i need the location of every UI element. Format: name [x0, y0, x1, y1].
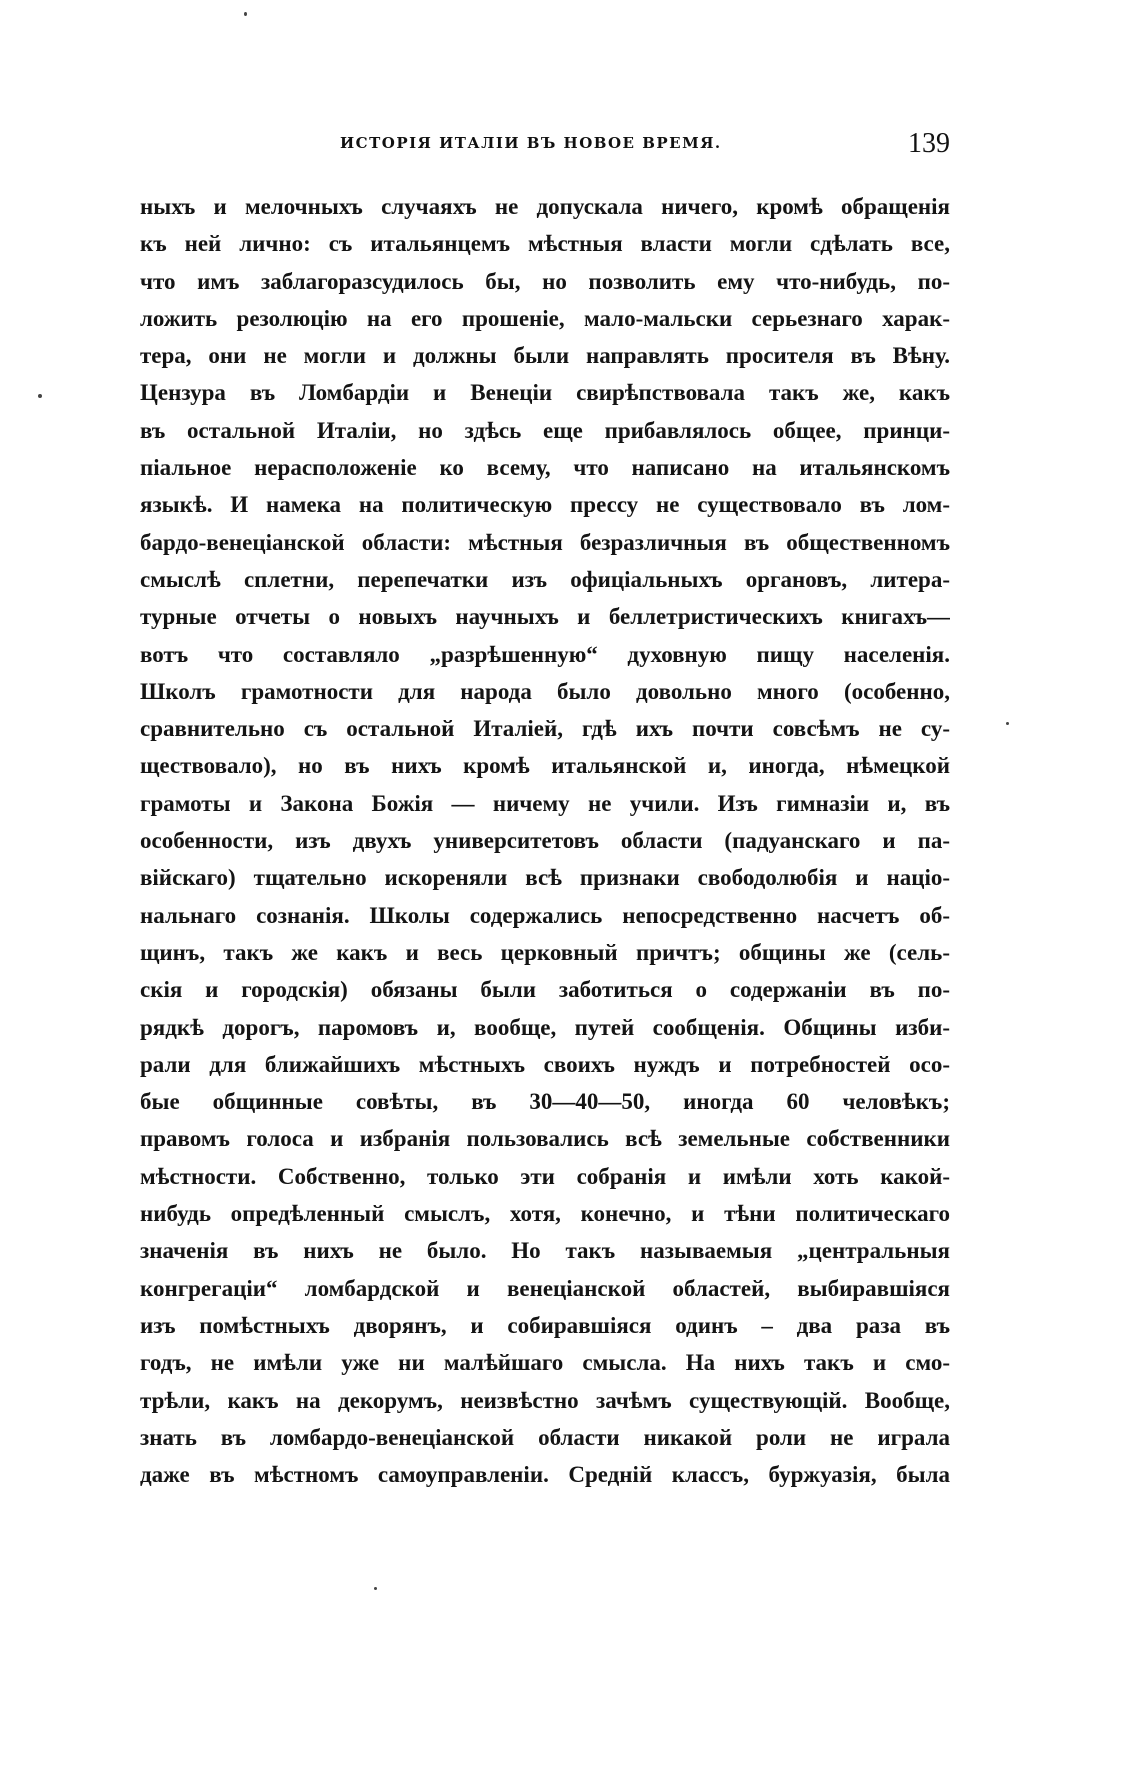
- text-line: сравнительно съ остальной Италіей, гдѣ ихъ почти совсѣмъ не су-: [140, 716, 950, 742]
- text-line: рядкѣ дорогъ, паромовъ и, вообще, путей сообщенія. Общины изби-: [140, 1014, 950, 1040]
- text-line: грамоты и Закона Божія — ничему не учили. Изъ гимназіи и, въ: [140, 790, 950, 816]
- text-line: тера, они не могли и должны были направлять просителя въ Вѣну.: [140, 343, 950, 369]
- text-line: Цензура въ Ломбардіи и Венеціи свирѣпствовала такъ же, какъ: [140, 380, 950, 406]
- text-line: скія и городскія) обязаны были заботиться о содержаніи въ по-: [140, 977, 950, 1003]
- text-line: значенія въ нихъ не было. Но такъ называемыя „центральныя: [140, 1238, 950, 1264]
- text-line: Школъ грамотности для народа было довольно много (особенно,: [140, 678, 950, 704]
- text-line: мѣстности. Собственно, только эти собранія и имѣли хоть какой-: [140, 1163, 950, 1189]
- text-line: піальное нерасположеніе ко всему, что написано на итальянскомъ: [140, 455, 950, 481]
- text-line: нальнаго сознанія. Школы содержались непосредственно насчетъ об-: [140, 902, 950, 928]
- text-line: къ ней лично: съ итальянцемъ мѣстныя власти могли сдѣлать все,: [140, 231, 950, 257]
- text-line: особенности, изъ двухъ университетовъ области (падуанскаго и па-: [140, 828, 950, 854]
- text-line: языкѣ. И намека на политическую прессу не существовало въ лом-: [140, 492, 950, 518]
- text-line: знать въ ломбардо-венеціанской области никакой роли не играла: [140, 1424, 950, 1450]
- text-line: війскаго) тщательно искореняли всѣ признаки свободолюбія и націо-: [140, 865, 950, 891]
- text-line: щинъ, такъ же какъ и весь церковный причтъ; общины же (сель-: [140, 939, 950, 965]
- scan-speck: [244, 12, 247, 16]
- page-header: [140, 130, 950, 166]
- text-line: смыслѣ сплетни, перепечатки изъ офиціальныхъ органовъ, литера-: [140, 566, 950, 592]
- text-line: вотъ что составляло „разрѣшенную“ духовную пищу населенія.: [140, 641, 950, 667]
- text-line: нибудь опредѣленный смыслъ, хотя, конечно, и тѣни политическаго: [140, 1201, 950, 1227]
- text-line: конгрегаціи“ ломбардской и венеціанской областей, выбиравшіяся: [140, 1275, 950, 1301]
- text-line: въ остальной Италіи, но здѣсь еще прибавлялось общее, принци-: [140, 417, 950, 443]
- text-line: изъ помѣстныхъ дворянъ, и собиравшіяся одинъ – два раза въ: [140, 1312, 950, 1338]
- text-line: рали для ближайшихъ мѣстныхъ своихъ нуждъ и потребностей осо-: [140, 1051, 950, 1077]
- body-text: [140, 188, 950, 1493]
- text-line: ложить резолюцію на его прошеніе, мало-мальски серьезнаго харак-: [140, 305, 950, 331]
- scan-speck: [1006, 722, 1009, 725]
- text-line: бардо-венеціанской области: мѣстныя безразличныя въ общественномъ: [140, 529, 950, 555]
- text-line: турные отчеты о новыхъ научныхъ и беллетристическихъ книгахъ—: [140, 604, 950, 630]
- text-line: что имъ заблагоразсудилось бы, но позволить ему что-нибудь, по-: [140, 268, 950, 294]
- text-line: даже въ мѣстномъ самоуправленіи. Средній классъ, буржуазія, была: [140, 1462, 950, 1488]
- scan-speck: [374, 1587, 377, 1590]
- text-line: годъ, не имѣли уже ни малѣйшаго смысла. На нихъ такъ и смо-: [140, 1350, 950, 1376]
- text-line: ществовало), но въ нихъ кромѣ итальянской и, иногда, нѣмецкой: [140, 753, 950, 779]
- page-number: 139: [908, 128, 950, 159]
- text-line: ныхъ и мелочныхъ случаяхъ не допускала ничего, кромѣ обращенія: [140, 194, 950, 219]
- text-line: правомъ голоса и избранія пользовались всѣ земельные собственники: [140, 1126, 950, 1152]
- running-title: ИСТОРІЯ ИТАЛІИ ВЪ НОВОЕ ВРЕМЯ.: [340, 134, 722, 152]
- text-line: трѣли, какъ на декорумъ, неизвѣстно зачѣмъ существующій. Вообще,: [140, 1387, 950, 1413]
- scan-speck: [38, 394, 42, 398]
- text-line: бые общинные совѣты, въ 30—40—50, иногда 60 человѣкъ;: [140, 1089, 950, 1115]
